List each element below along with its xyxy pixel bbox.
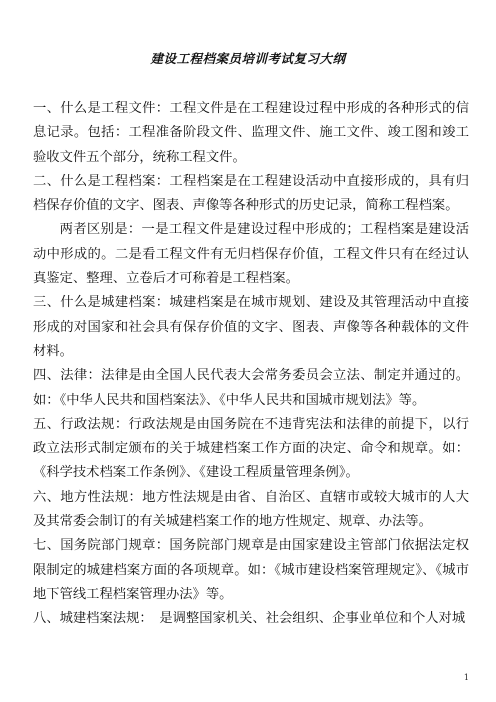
paragraph-8: 七、国务院部门规章：国务院部门规章是由国家建设主管部门依据法定权限制定的城建档案方面的各项规章。如：《城市建设档案管理规定》、《城市地下管线工程档案管理办法》等。	[33, 538, 469, 602]
paragraph-3: 两者区别是：一是工程文件是建设过程中形成的；工程档案是建设活动中形成的。二是看工程文件有无归档保存价值，工程文件只有在经过认真鉴定、整理、立卷后才可称着是工程档案。	[33, 222, 469, 287]
paragraph-2: 二、什么是工程档案：工程档案是在工程建设活动中直接形成的，具有归档保存价值的文字、图表、声像等各种形式的历史记录，简称工程档案。	[33, 173, 469, 214]
document-title: 建设工程档案员培训考试复习大纲	[150, 51, 346, 66]
paragraph-7: 六、地方性法规：地方性法规是由省、自治区、直辖市或较大城市的人大及其常委会制订的有关城建档案工作的地方性规定、规章、办法等。	[33, 489, 469, 530]
paragraph-1: 一、什么是工程文件：工程文件是在工程建设过程中形成的各种形式的信息记录。包括：工程准备阶段文件、监理文件、施工文件、竣工图和竣工验收文件五个部分，统称工程文件。	[33, 101, 469, 165]
paragraph-9: 八、城建档案法规： 是调整国家机关、社会组织、企事业单位和个人对城	[33, 611, 466, 627]
document-body	[33, 97, 469, 632]
paragraph-4: 三、什么是城建档案：城建档案是在城市规划、建设及其管理活动中直接形成的对国家和社会具有保存价值的文字、图表、声像等各种载体的文件材料。	[33, 295, 469, 359]
paragraph-5: 四、法律：法律是由全国人民代表大会常务委员会立法、制定并通过的。如：《中华人民共和国档案法》、《中华人民共和国城市规划法》等。	[33, 368, 469, 408]
page-number: 1	[463, 673, 469, 682]
paragraph-6: 五、行政法规：行政法规是由国务院在不违背宪法和法律的前提下，以行政立法形式制定颁布的关于城建档案工作方面的决定、命令和规章。如：《科学技术档案工作条例》、《建设工程质量管理条例》。	[33, 416, 469, 481]
